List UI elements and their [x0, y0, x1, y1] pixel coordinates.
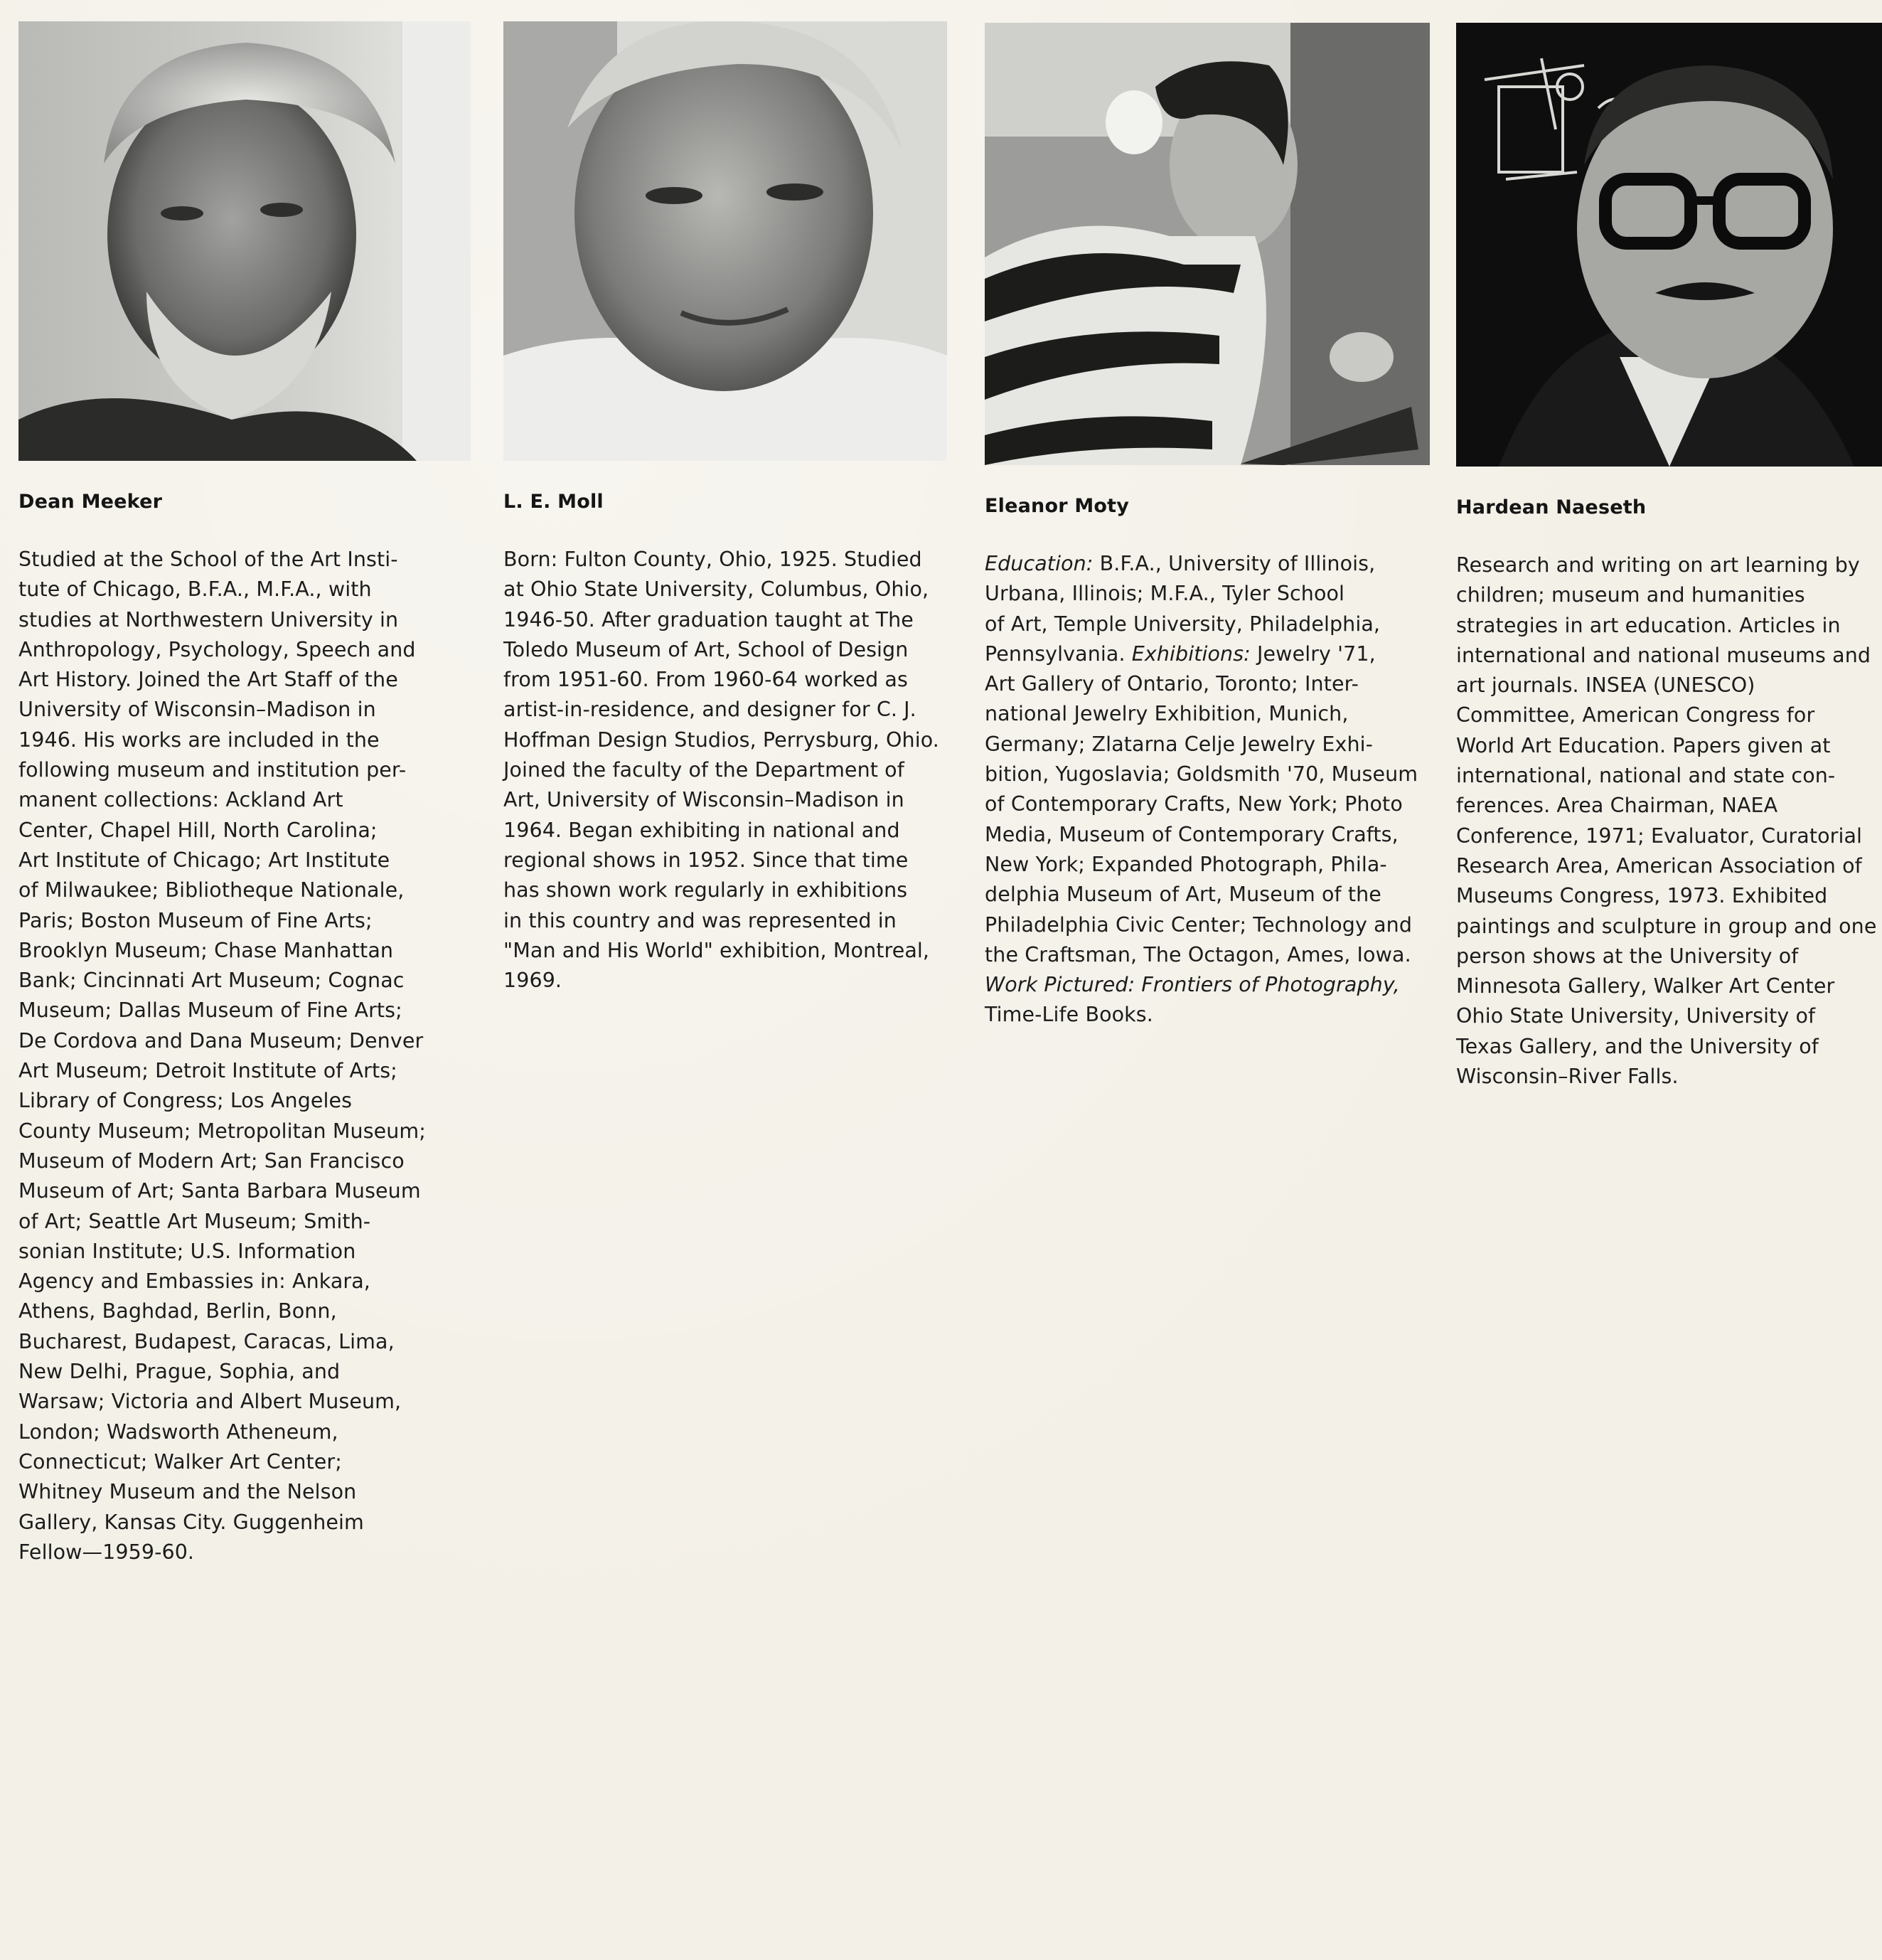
bio-line: Museum of Art; Santa Barbara Museum [18, 1179, 421, 1203]
bio-line [985, 639, 1440, 669]
bio-line: Bucharest, Budapest, Caracas, Lima, [18, 1329, 395, 1353]
bio-line: Research and writing on art learning by [1456, 553, 1860, 577]
bio-line: Born: Fulton County, Ohio, 1925. Studied [503, 548, 922, 571]
person-name: Dean Meeker [18, 491, 163, 513]
bio-line: Art Institute of Chicago; Art Institute [18, 848, 390, 872]
bio-line: Whitney Museum and the Nelson [18, 1480, 357, 1504]
portrait-image [18, 21, 471, 461]
bio-column-le-moll [503, 21, 958, 996]
bio-line: of Art, Temple University, Philadelphia, [985, 612, 1381, 636]
bio-line: 1946-50. After graduation taught at The [503, 607, 914, 632]
bio-line: Time-Life Books. [985, 1003, 1153, 1027]
bio-line: Connecticut; Walker Art Center; [18, 1449, 342, 1474]
portrait-photo-dean-meeker [18, 21, 471, 461]
bio-line: Texas Gallery, and the University of [1456, 1034, 1819, 1058]
person-bio [18, 545, 466, 1567]
bio-line: Gallery, Kansas City. Guggenheim [18, 1510, 364, 1534]
bio-line: Art Museum; Detroit Institute of Arts; [18, 1059, 397, 1083]
bio-line: of Contemporary Crafts, New York; Photo [985, 792, 1403, 816]
portrait-photo-le-moll [503, 21, 947, 461]
bio-line: Joined the faculty of the Department of [503, 758, 904, 782]
bio-line: Center, Chapel Hill, North Carolina; [18, 818, 378, 842]
bio-line: Media, Museum of Contemporary Crafts, [985, 822, 1399, 846]
bio-line: studies at Northwestern University in [18, 607, 399, 632]
bio-line: art journals. INSEA (UNESCO) [1456, 673, 1755, 698]
bio-line: New York; Expanded Photograph, Phila- [985, 852, 1387, 876]
portrait-image [503, 21, 947, 461]
bio-line: Museum of Modern Art; San Francisco [18, 1149, 405, 1173]
education-label: Education: [985, 552, 1094, 575]
bio-column-dean-meeker [18, 21, 474, 1567]
bio-line: Paris; Boston Museum of Fine Arts; [18, 908, 373, 932]
bio-line: Minnesota Gallery, Walker Art Center [1456, 974, 1835, 998]
bio-line: Brooklyn Museum; Chase Manhattan [18, 938, 394, 962]
bio-line: Toledo Museum of Art, School of Design [503, 637, 909, 661]
bio-line: national Jewelry Exhibition, Munich, [985, 702, 1349, 726]
person-name: Hardean Naeseth [1456, 496, 1647, 518]
bio-line: Urbana, Illinois; M.F.A., Tyler School [985, 582, 1345, 606]
bio-line: tute of Chicago, B.F.A., M.F.A., with [18, 577, 372, 602]
bio-line: of Art; Seattle Art Museum; Smith- [18, 1209, 371, 1233]
bio-line: following museum and institution per- [18, 758, 407, 782]
bio-line: 1964. Began exhibiting in national and [503, 818, 900, 842]
bio-line: 1946. His works are included in the [18, 728, 380, 752]
bio-line: Germany; Zlatarna Celje Jewelry Exhi- [985, 732, 1374, 756]
bio-line: "Man and His World" exhibition, Montreal, [503, 938, 930, 962]
bio-line: Conference, 1971; Evaluator, Curatorial [1456, 824, 1863, 848]
bio-text: B.F.A., University of Illinois, [1093, 552, 1376, 575]
bio-line: Bank; Cincinnati Art Museum; Cognac [18, 969, 405, 993]
bio-column-eleanor-moty [985, 21, 1440, 1030]
bio-line: regional shows in 1952. Since that time [503, 848, 909, 872]
bio-line: international and national museums and [1456, 643, 1871, 667]
bio-line: sonian Institute; U.S. Information [18, 1239, 356, 1263]
bio-line: ferences. Area Chairman, NAEA [1456, 794, 1778, 818]
work-pictured: Work Pictured: Frontiers of Photography, [985, 973, 1400, 997]
bio-text: Pennsylvania. [985, 641, 1132, 666]
bio-line: Anthropology, Psychology, Speech and [18, 637, 416, 661]
bio-line: New Delhi, Prague, Sophia, and [18, 1360, 341, 1384]
bio-line: strategies in art education. Articles in [1456, 613, 1841, 637]
bio-line: manent collections: Ackland Art [18, 788, 343, 812]
bio-line: 1969. [503, 969, 562, 993]
bio-line: County Museum; Metropolitan Museum; [18, 1119, 426, 1143]
bio-line: international, national and state con- [1456, 764, 1836, 788]
person-bio [985, 549, 1440, 1030]
bio-line: Fellow—1959-60. [18, 1540, 195, 1564]
bio-line: children; museum and humanities [1456, 583, 1805, 607]
bio-line: London; Wadsworth Atheneum, [18, 1420, 338, 1444]
bio-line: delphia Museum of Art, Museum of the [985, 883, 1381, 907]
portrait-image [985, 23, 1430, 465]
bio-column-hardean-naeseth [1456, 21, 1882, 1092]
bio-line [985, 970, 1440, 1000]
bio-line: has shown work regularly in exhibitions [503, 878, 908, 902]
bio-line: artist-in-residence, and designer for C. J. [503, 698, 916, 722]
bio-line: Library of Congress; Los Angeles [18, 1089, 353, 1113]
person-name: Eleanor Moty [985, 495, 1130, 517]
bio-line: De Cordova and Dana Museum; Denver [18, 1028, 424, 1053]
bio-line: Studied at the School of the Art Insti- [18, 548, 398, 571]
person-bio [503, 545, 958, 996]
portrait-photo-eleanor-moty [985, 23, 1430, 465]
bio-line: World Art Education. Papers given at [1456, 733, 1831, 757]
bio-line: at Ohio State University, Columbus, Ohio, [503, 577, 929, 602]
bio-line: Warsaw; Victoria and Albert Museum, [18, 1390, 402, 1414]
person-name: L. E. Moll [503, 491, 604, 513]
bio-line: University of Wisconsin–Madison in [18, 698, 376, 722]
bio-line: of Milwaukee; Bibliotheque Nationale, [18, 878, 405, 902]
bio-line: Wisconsin–River Falls. [1456, 1065, 1679, 1089]
bio-line: Agency and Embassies in: Ankara, [18, 1269, 370, 1294]
bio-line: in this country and was represented in [503, 908, 897, 932]
bio-line: the Craftsman, The Octagon, Ames, Iowa. [985, 942, 1411, 966]
bio-line: Art History. Joined the Art Staff of the [18, 668, 398, 692]
exhibitions-label: Exhibitions: [1131, 641, 1251, 666]
bio-line: Athens, Baghdad, Berlin, Bonn, [18, 1299, 337, 1323]
person-bio [1456, 550, 1882, 1092]
portrait-image [1456, 23, 1882, 467]
bio-line: Art Gallery of Ontario, Toronto; Inter- [985, 672, 1359, 696]
bio-line: paintings and sculpture in group and one [1456, 914, 1877, 938]
bio-text: Jewelry '71, [1250, 641, 1376, 666]
bio-line: person shows at the University of [1456, 944, 1799, 968]
bio-line: Hoffman Design Studios, Perrysburg, Ohio. [503, 728, 939, 752]
bio-line: Art, University of Wisconsin–Madison in [503, 788, 904, 812]
bio-line: Ohio State University, University of [1456, 1004, 1816, 1028]
bio-line: from 1951-60. From 1960-64 worked as [503, 668, 908, 692]
bio-line: Committee, American Congress for [1456, 703, 1815, 728]
bio-line: bition, Yugoslavia; Goldsmith '70, Museum [985, 762, 1418, 787]
bio-line: Museum; Dallas Museum of Fine Arts; [18, 998, 402, 1023]
bio-line [985, 549, 1440, 579]
portrait-photo-hardean-naeseth [1456, 23, 1882, 467]
bio-line: Philadelphia Civic Center; Technology and [985, 912, 1413, 937]
bio-line: Research Area, American Association of [1456, 853, 1862, 878]
bio-line: Museums Congress, 1973. Exhibited [1456, 884, 1828, 908]
